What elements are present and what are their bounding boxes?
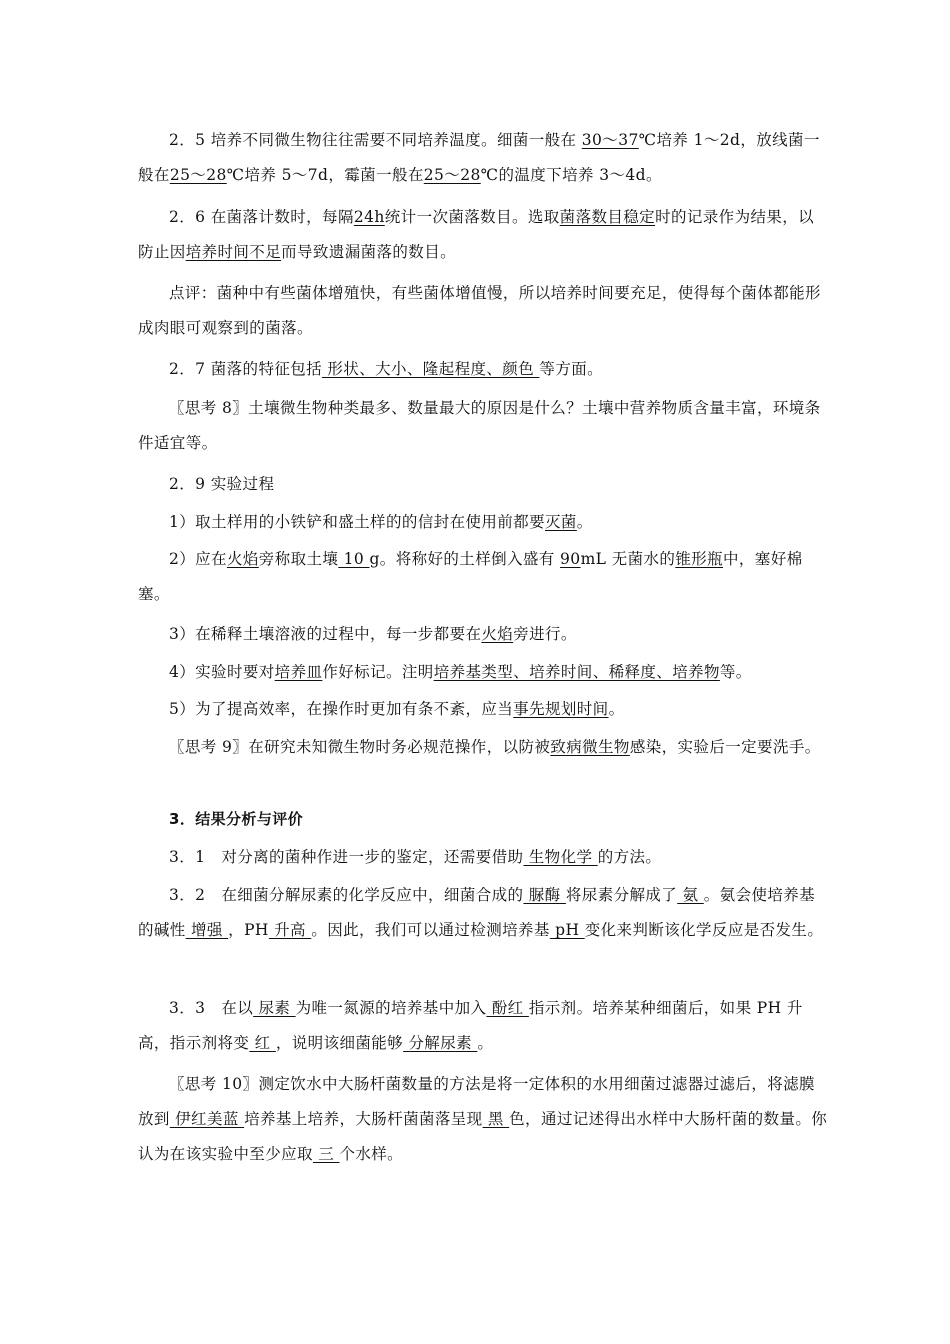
answer-blank: 90 bbox=[560, 550, 581, 568]
text-segment: g。将称好的土样倒入盛有 bbox=[369, 550, 561, 568]
paragraph-step-1 bbox=[138, 505, 828, 540]
paragraph-2-9 bbox=[138, 467, 828, 502]
answer-blank: 30～37 bbox=[581, 131, 639, 149]
answer-blank: 事先规划时间 bbox=[513, 700, 609, 718]
text-segment: 旁称取土壤 bbox=[258, 550, 339, 568]
paragraph-think-8 bbox=[138, 391, 828, 461]
text-segment: 。氨会使培养基的碱性 bbox=[138, 886, 816, 939]
text-segment: 。因此，我们可以通过检测培养基 bbox=[311, 921, 550, 939]
text-segment: 时的记录作为结果，以防止因 bbox=[138, 208, 815, 261]
answer-blank: 分解尿素 bbox=[403, 1034, 478, 1052]
text-segment: 指示剂。培养某种细菌后，如果 PH 升高，指示剂将变 bbox=[138, 999, 803, 1052]
text-segment: 3）在稀释土壤溶液的过程中，每一步都要在 bbox=[169, 625, 482, 643]
answer-blank: 火焰 bbox=[226, 550, 259, 568]
text-segment: 3．1 对分离的菌种作进一步的鉴定，还需要借助 bbox=[169, 848, 524, 866]
text-segment: 中，塞好棉塞。 bbox=[138, 550, 803, 603]
answer-blank: 10 bbox=[338, 550, 370, 568]
answer-blank: 灭菌 bbox=[544, 513, 577, 531]
text-segment: ℃培养 5～7d，霉菌一般在 bbox=[226, 166, 424, 184]
text-segment: 2）应在 bbox=[169, 550, 227, 568]
text-segment: 的方法。 bbox=[597, 848, 662, 866]
text-segment: 统计一次菌落数目。选取 bbox=[384, 208, 560, 226]
text-segment: 3．结果分析与评价 bbox=[169, 810, 304, 828]
text-segment: 〖思考 9〗在研究未知微生物时务必规范操作，以防被 bbox=[169, 738, 551, 756]
text-segment: 等。 bbox=[719, 663, 752, 681]
paragraph-step-5 bbox=[138, 692, 828, 727]
text-segment: 感染，实验后一定要洗手。 bbox=[629, 738, 821, 756]
answer-blank: 生物化学 bbox=[523, 848, 598, 866]
text-segment: 1）取土样用的小铁铲和盛土样的的信封在使用前都要 bbox=[169, 513, 545, 531]
answer-blank: 锥形瓶 bbox=[675, 550, 723, 568]
section-heading-3 bbox=[138, 802, 828, 837]
paragraph-3-1 bbox=[138, 840, 828, 875]
answer-blank: 增强 bbox=[185, 921, 229, 939]
text-segment: 2．7 菌落的特征包括 bbox=[169, 360, 323, 378]
paragraph-think-10 bbox=[138, 1067, 828, 1172]
text-segment: 等方面。 bbox=[539, 360, 604, 378]
text-segment: 点评：菌种中有些菌体增殖快，有些菌体增值慢，所以培养时间要充足，使得每个菌体都能形成肉眼可观察到的菌落。 bbox=[138, 284, 821, 337]
text-segment: 为唯一氮源的培养基中加入 bbox=[295, 999, 487, 1017]
paragraph-step-4 bbox=[138, 655, 828, 690]
text-segment: mL 无菌水的 bbox=[580, 550, 676, 568]
text-segment: ℃培养 1～2d，放线菌一般在 bbox=[138, 131, 820, 184]
text-segment: 变化来判断该化学反应是否发生。 bbox=[584, 921, 824, 939]
text-segment: ，PH bbox=[228, 921, 269, 939]
text-segment: 2．9 实验过程 bbox=[169, 475, 275, 493]
answer-blank: 培养时间不足 bbox=[185, 243, 282, 261]
answer-blank: 24h bbox=[353, 208, 385, 226]
text-segment: 将尿素分解成了 bbox=[565, 886, 678, 904]
text-segment: 〖思考 8〗土壤微生物种类最多、数量最大的原因是什么？土壤中营养物质含量丰富，环境条件适宜等。 bbox=[138, 399, 821, 452]
text-segment: 。 bbox=[608, 700, 625, 718]
answer-blank: 黑 bbox=[482, 1110, 510, 1128]
answer-blank: 25～28 bbox=[423, 166, 481, 184]
paragraph-2-6 bbox=[138, 200, 828, 270]
answer-blank: 培养基类型、培养时间、稀释度、培养物 bbox=[433, 663, 720, 681]
answer-blank: 红 bbox=[249, 1034, 276, 1052]
text-segment: 旁进行。 bbox=[513, 625, 577, 643]
text-segment: 而导致遗漏菌落的数目。 bbox=[281, 243, 457, 261]
paragraph-2-7 bbox=[138, 352, 828, 387]
text-segment: ，说明该细菌能够 bbox=[275, 1034, 404, 1052]
text-segment: 。 bbox=[576, 513, 593, 531]
answer-blank: 脲酶 bbox=[523, 886, 566, 904]
paragraph-3-3 bbox=[138, 991, 828, 1061]
answer-blank: 氨 bbox=[677, 886, 704, 904]
paragraph-step-3 bbox=[138, 617, 828, 652]
text-segment: 作好标记。注明 bbox=[322, 663, 434, 681]
answer-blank: pH bbox=[549, 921, 585, 939]
text-segment: 培养基上培养，大肠杆菌菌落呈现 bbox=[244, 1110, 483, 1128]
paragraph-think-9 bbox=[138, 730, 828, 765]
paragraph-comment bbox=[138, 276, 828, 346]
text-segment: 3．2 在细菌分解尿素的化学反应中，细菌合成的 bbox=[169, 886, 524, 904]
text-segment: 。 bbox=[477, 1034, 494, 1052]
answer-blank: 培养皿 bbox=[274, 663, 323, 681]
answer-blank: 致病微生物 bbox=[550, 738, 630, 756]
answer-blank: 火焰 bbox=[481, 625, 514, 643]
answer-blank: 尿素 bbox=[253, 999, 296, 1017]
text-segment: 2．5 培养不同微生物往往需要不同培养温度。细菌一般在 bbox=[169, 131, 582, 149]
text-segment: 色，通过记述得出水样中大肠杆菌的数量。你认为在该实验中至少应取 bbox=[138, 1110, 828, 1163]
paragraph-step-2 bbox=[138, 542, 828, 612]
text-segment: ℃的温度下培养 3～4d。 bbox=[480, 166, 662, 184]
answer-blank: 形状、大小、隆起程度、颜色 bbox=[322, 360, 540, 378]
answer-blank: 升高 bbox=[268, 921, 312, 939]
answer-blank: 菌落数目稳定 bbox=[559, 208, 656, 226]
text-segment: 个水样。 bbox=[339, 1145, 404, 1163]
answer-blank: 伊红美蓝 bbox=[169, 1110, 245, 1128]
answer-blank: 三 bbox=[312, 1145, 340, 1163]
text-segment: 3．3 在以 bbox=[169, 999, 254, 1017]
text-segment: 2．6 在菌落计数时，每隔 bbox=[169, 208, 354, 226]
text-segment: 5）为了提高效率，在操作时更加有条不紊，应当 bbox=[169, 700, 514, 718]
answer-blank: 酚红 bbox=[486, 999, 529, 1017]
text-segment: 〖思考 10〗测定饮水中大肠杆菌数量的方法是将一定体积的水用细菌过滤器过滤后，将滤膜放到 bbox=[138, 1075, 815, 1128]
paragraph-3-2 bbox=[138, 878, 828, 948]
answer-blank: 25～28 bbox=[169, 166, 227, 184]
paragraph-2-5 bbox=[138, 123, 828, 193]
text-segment: 4）实验时要对 bbox=[169, 663, 275, 681]
